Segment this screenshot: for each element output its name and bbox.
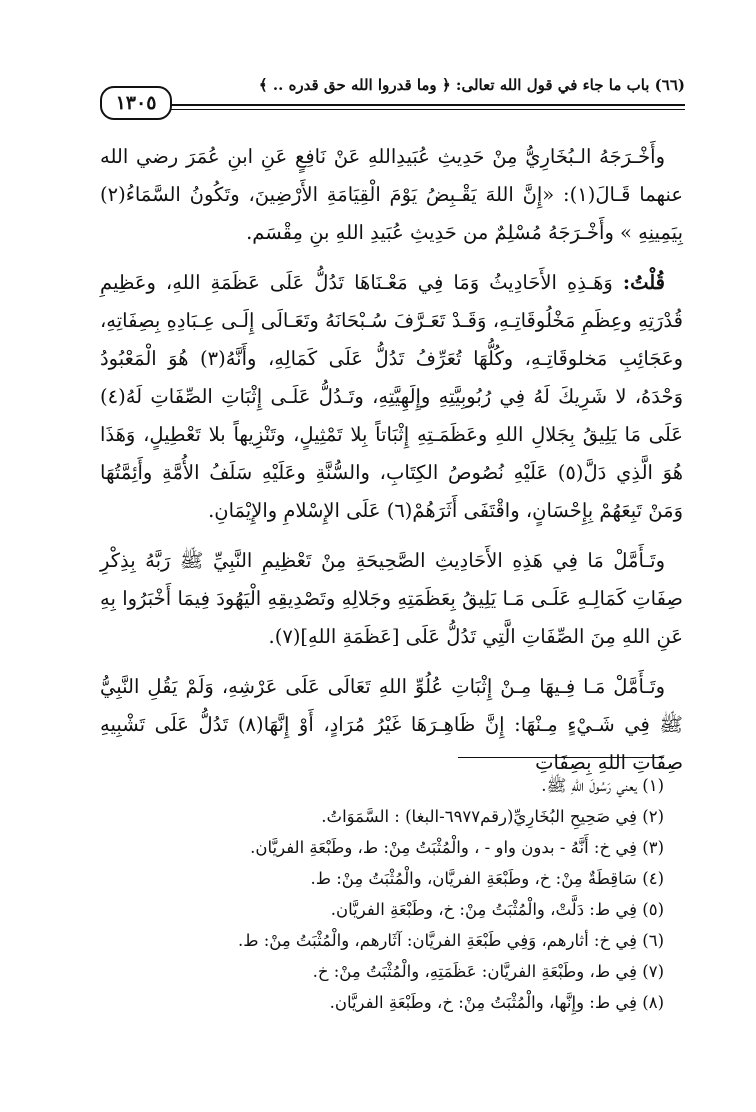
paragraph [100,264,683,530]
paragraph [100,138,683,252]
paragraph-text: وتَـأَمَّلْ مَـا فِـيهَا مِـنْ إِثْبَاتِ عُلُوِّ اللهِ تَعَالَى عَلَى عَرْشِهِ، وَلَمْ يَقُلِ النَّبِيُّ ﷺ فِي شَـيْءٍ مِـنْهَا: إِنَّ ظَاهِـرَهَا غَيْرُ مُرَادٍ، أَوْ إِنَّهَا(٨) تَدُلُّ عَلَى تَشْبِيهِ صِفَاتِ اللهِ بِصِفَاتِ [100,675,683,774]
footnote: (٦) فِي خ: أثارهم، وَفِي طَبْعَةِ الفريَّان: آثَارهم، والْمُثْبَتُ مِنْ: ط. [237,931,664,950]
page-header [100,70,685,114]
footnotes [84,770,664,1018]
paragraph-text: وتَـأَمَّلْ مَا فِي هَذِهِ الأَحَادِيثِ الصَّحِيحَةِ مِنْ تَعْظِيمِ النَّبِيِّ ﷺ رَبَّهُ بِذِكْرِ صِفَاتِ كَمَالِـهِ عَلَـى مَـا يَلِيقُ بِعَظَمَتِهِ وجَلالِهِ وتَصْدِيقِهِ الْيَهُودَ فِيمَا أَخْبَرُوا بِهِ عَنِ اللهِ مِنَ الصِّفَاتِ الَّتِي تَدُلُّ عَلَى [عَظَمَةِ اللهِ](٧). [100,549,683,648]
header-divider [170,104,685,106]
footnote: (٧) فِي ط، وطَبْعَةِ الفريَّان: عَظَمَتِهِ، والْمُثْبَتُ مِنْ: خ. [312,962,664,981]
chapter-title: (٦٦) باب ما جاء في قول الله تعالى: ﴿ وما قدروا الله حق قدره .. ﴾ [258,76,685,94]
footnote-divider [458,757,664,758]
footnote: (٥) فِي ط: دَلَّتْ، والْمُثْبَتُ مِنْ: خ، وطَبْعَةِ الفريَّان. [330,900,664,919]
footnote: (٤) سَاقِطَةٌ مِنْ: خ، وطَبْعَةِ الفريَّان، والْمُثْبَتُ مِنْ: ط. [310,869,664,888]
paragraph-lead: قُلْتُ: [622,271,665,294]
main-text [100,138,683,794]
footnote: (١) يعني رَسُولَ اللهِ ﷺ. [541,776,664,795]
footnote: (٨) فِي ط: وإِنَّها، والْمُثْبَتُ مِنْ: خ، وطَبْعَةِ الفريَّان. [329,993,664,1012]
paragraph [100,668,683,782]
header-divider-thin [170,109,685,110]
paragraph-text: وَهَـذِهِ الأَحَادِيثُ وَمَا فِي مَعْـنَاهَا تَدُلُّ عَلَى عَظَمَةِ اللهِ، وعَظِيمِ قُدْرَتِهِ وعِظَمِ مَخْلُوقَاتِـهِ، وَقَـدْ تَعَـرَّفَ سُـبْحَانَهُ وتَعَـالَى إِلَـى عِـبَادِهِ بِصِفَاتِهِ، وعَجَائِبِ مَخلوقَاتِـهِ، وكُلُّهَا تُعَرِّفُ تَدُلُّ عَلَى كَمَالِهِ، وأَنَّهُ(٣) هُوَ الْمَعْبُودُ وَحْدَهُ، لا شَرِيكَ لَهُ فِي رُبُوبِيَّتِهِ وإِلَهِيَّتِهِ، وتَـدُلُّ عَلَـى إِثْبَاتِ الصِّفَاتِ لَهُ(٤) عَلَى مَا يَلِيقُ بِجَلالِ اللهِ وعَظَمَـتِهِ إِثْبَاتاً بِلا تَمْثِيلٍ، وتَنْزِيهاً بلا تَعْطِيلٍ، وَهَذَا هُوَ الَّذِي دَلَّ(٥) عَلَيْهِ نُصُوصُ الكِتَابِ، والسُّنَّةِ وعَلَيْهِ سَلَفُ الأُمَّةِ وأَئِمَّتُهَا وَمَنْ تَبِعَهُمْ بِإِحْسَانٍ، واقْتَفَى أَثَرَهُمْ(٦) عَلَى الإِسْلامِ والإِيْمَانِ. [100,271,684,522]
footnote: (٢) فِي صَحِيحِ البُخَارِيِّ(رقم٦٩٧٧-البغا) : السَّمَوَاتُ. [321,807,664,826]
paragraph [100,542,683,656]
paragraph-text: وأَخْـرَجَهُ الـبُخَارِيُّ مِنْ حَدِيثِ عُبَيدِاللهِ عَنْ نَافِعٍ عَنِ ابنِ عُمَرَ رضي الله عنهما قَـالَ(١): «إِنَّ اللهَ يَقْـبِضُ يَوْمَ الْقِيَامَةِ الأَرْضِينَ، وتَكُونُ السَّمَاءُ(٢) بِيَمِينِهِ » وأَخْـرَجَهُ مُسْلِمٌ من حَدِيثِ عُبَيدِ اللهِ بنِ مِقْسَم. [100,145,683,244]
page-number-badge: ١٣٠٥ [100,86,172,120]
footnote: (٣) فِي خ: أَنَّهُ - بدون واو - ، والْمُثْبَتُ مِنْ: ط، وطَبْعَةِ الفريَّان. [250,838,664,857]
